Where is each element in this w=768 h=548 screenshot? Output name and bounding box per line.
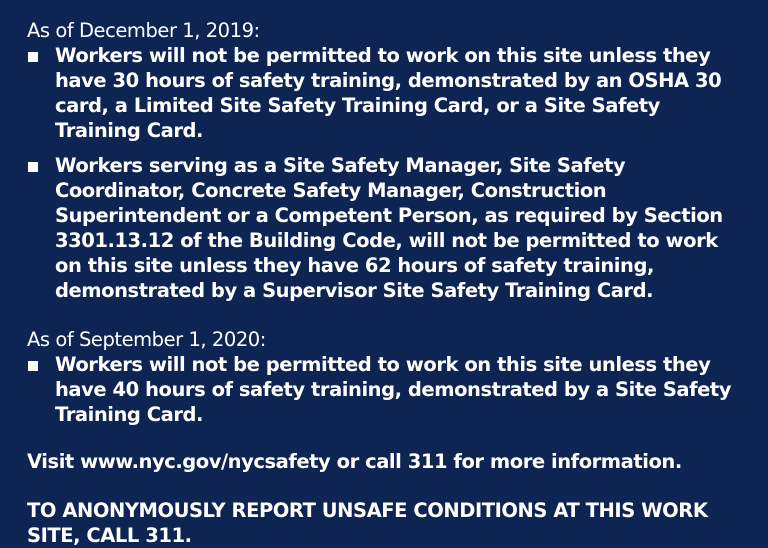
more-information-text: Visit www.nyc.gov/nycsafety or call 311 for more information. bbox=[27, 450, 682, 473]
bullet-text: Workers will not be permitted to work on this site unless they have 30 hours of safety training, demonstrated by an OSHA 30 card, a Limited Site Safety Training Card, or a Site Safety Training Card. bbox=[55, 44, 722, 142]
report-unsafe-conditions-text: TO ANONYMOUSLY REPORT UNSAFE CONDITIONS AT THIS WORK SITE, CALL 311. bbox=[27, 499, 708, 547]
bullet-list bbox=[27, 43, 748, 303]
bullet-text: Workers will not be permitted to work on this site unless they have 40 hours of safety training, demonstrated by a Site Safety Training Card. bbox=[55, 353, 732, 426]
section-heading: As of December 1, 2019: bbox=[27, 19, 260, 42]
square-bullet-icon bbox=[28, 162, 38, 172]
section-heading: As of September 1, 2020: bbox=[27, 328, 266, 351]
bullet-item bbox=[27, 352, 748, 427]
section-december-2019 bbox=[27, 18, 748, 303]
square-bullet-icon bbox=[28, 52, 38, 62]
bullet-item bbox=[27, 153, 748, 303]
bullet-item bbox=[27, 43, 748, 143]
bullet-list bbox=[27, 352, 748, 427]
bullet-text: Workers serving as a Site Safety Manager, Site Safety Coordinator, Concrete Safety Manager, Construction Superintendent or a Competent Person, as required by Section 3301.13.12 of the Building Code, will not be permitted to work on this site unless they have 62 hours of safety training, demonstrated by a Supervisor Site Safety Training Card. bbox=[55, 154, 723, 302]
square-bullet-icon bbox=[28, 361, 38, 371]
section-september-2020 bbox=[27, 327, 748, 427]
